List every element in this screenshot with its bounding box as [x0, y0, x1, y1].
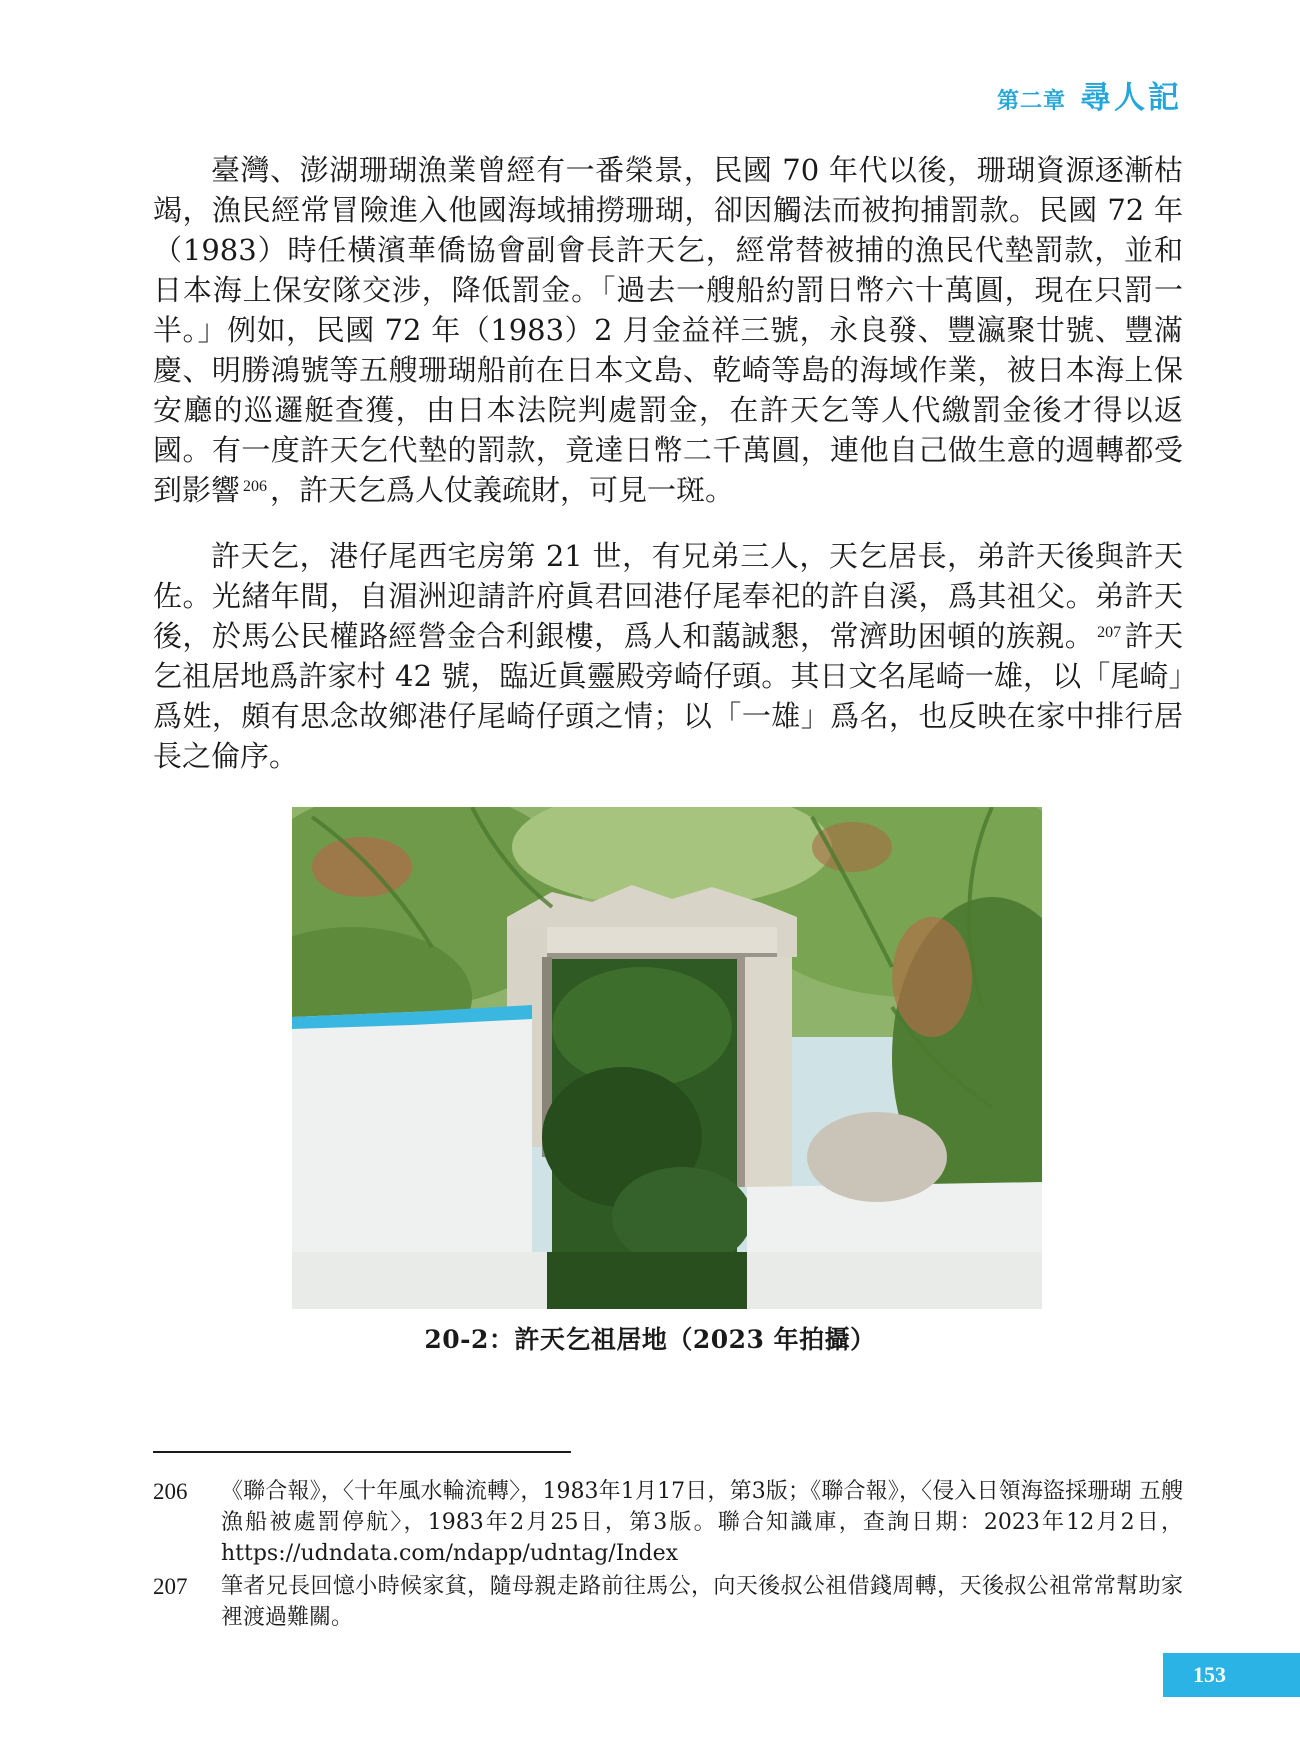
chapter-label: 第二章 [996, 89, 1066, 114]
body-paragraph-1 [153, 150, 1183, 510]
footnotes [153, 1476, 1183, 1635]
ancestral-home-photo [292, 807, 1042, 1309]
paragraph-text: ，許天乞爲人仗義疏財，可見一斑。 [270, 473, 735, 507]
chapter-title: 尋人記 [1080, 80, 1182, 116]
paragraph-text: 許天乞祖居地爲許家村 42 號，臨近眞靈殿旁崎仔頭。其日文名尾崎一雄，以「尾崎」爲姓，頗有思念故鄉港仔尾崎仔頭之情；以「一雄」爲名，也反映在家中排行居長之倫序。 [153, 619, 1183, 773]
footnote-206 [153, 1476, 1183, 1569]
footnote-ref-206[interactable]: 206 [243, 478, 268, 495]
page-number: 153 [1163, 1653, 1300, 1697]
footnote-divider [153, 1451, 571, 1453]
figure-caption: 20-2：許天乞祖居地（2023 年拍攝） [424, 1325, 876, 1354]
footnote-207 [153, 1571, 1183, 1633]
footnote-text: 筆者兄長回憶小時候家貧，隨母親走路前往馬公，向天後叔公祖借錢周轉，天後叔公祖常常幫助家裡渡過難關。 [221, 1574, 1183, 1630]
footnote-text: 《聯合報》，〈十年風水輪流轉〉，1983年1月17日，第3版；《聯合報》，〈侵入日領海盜採珊瑚 五艘漁船被處罰停航〉，1983年2月25日，第3版。聯合知識庫，查詢日期：2023年12月2日，https://udndata.com/ndapp/udntag/Index [221, 1479, 1183, 1566]
running-header [997, 72, 1182, 117]
footnote-ref-207[interactable]: 207 [1097, 624, 1122, 641]
footnote-number: 207 [153, 1574, 188, 1599]
paragraph-text: 許天乞，港仔尾西宅房第 21 世，有兄弟三人，天乞居長，弟許天後與許天佐。光緒年間，自湄洲迎請許府眞君回港仔尾奉祀的許自溪，爲其祖父。弟許天後，於馬公民權路經營金合利銀樓，爲人和藹誠懇，常濟助困頓的族親。 [153, 539, 1183, 653]
body-paragraph-2 [153, 536, 1183, 776]
paragraph-text: 臺灣、澎湖珊瑚漁業曾經有一番榮景，民國 70 年代以後，珊瑚資源逐漸枯竭，漁民經常冒險進入他國海域捕撈珊瑚，卻因觸法而被拘捕罰款。民國 72 年（1983）時任橫濱華僑協會副會長許天乞，經常替被捕的漁民代墊罰款，並和日本海上保安隊交涉，降低罰金。「過去一艘船約罰日幣六十萬圓，現在只罰一半。」例如，民國 72 年（1983）2 月金益祥三號，永良發、豐瀛聚廿號、豐滿慶、明勝鴻號等五艘珊瑚船前在日本文島、乾崎等島的海域作業，被日本海上保安廳的巡邏艇查獲，由日本法院判處罰金，在許天乞等人代繳罰金後才得以返國。有一度許天乞代墊的罰款，竟達日幣二千萬圓，連他自己做生意的週轉都受到影響 [153, 153, 1183, 507]
footnote-number: 206 [153, 1479, 188, 1504]
